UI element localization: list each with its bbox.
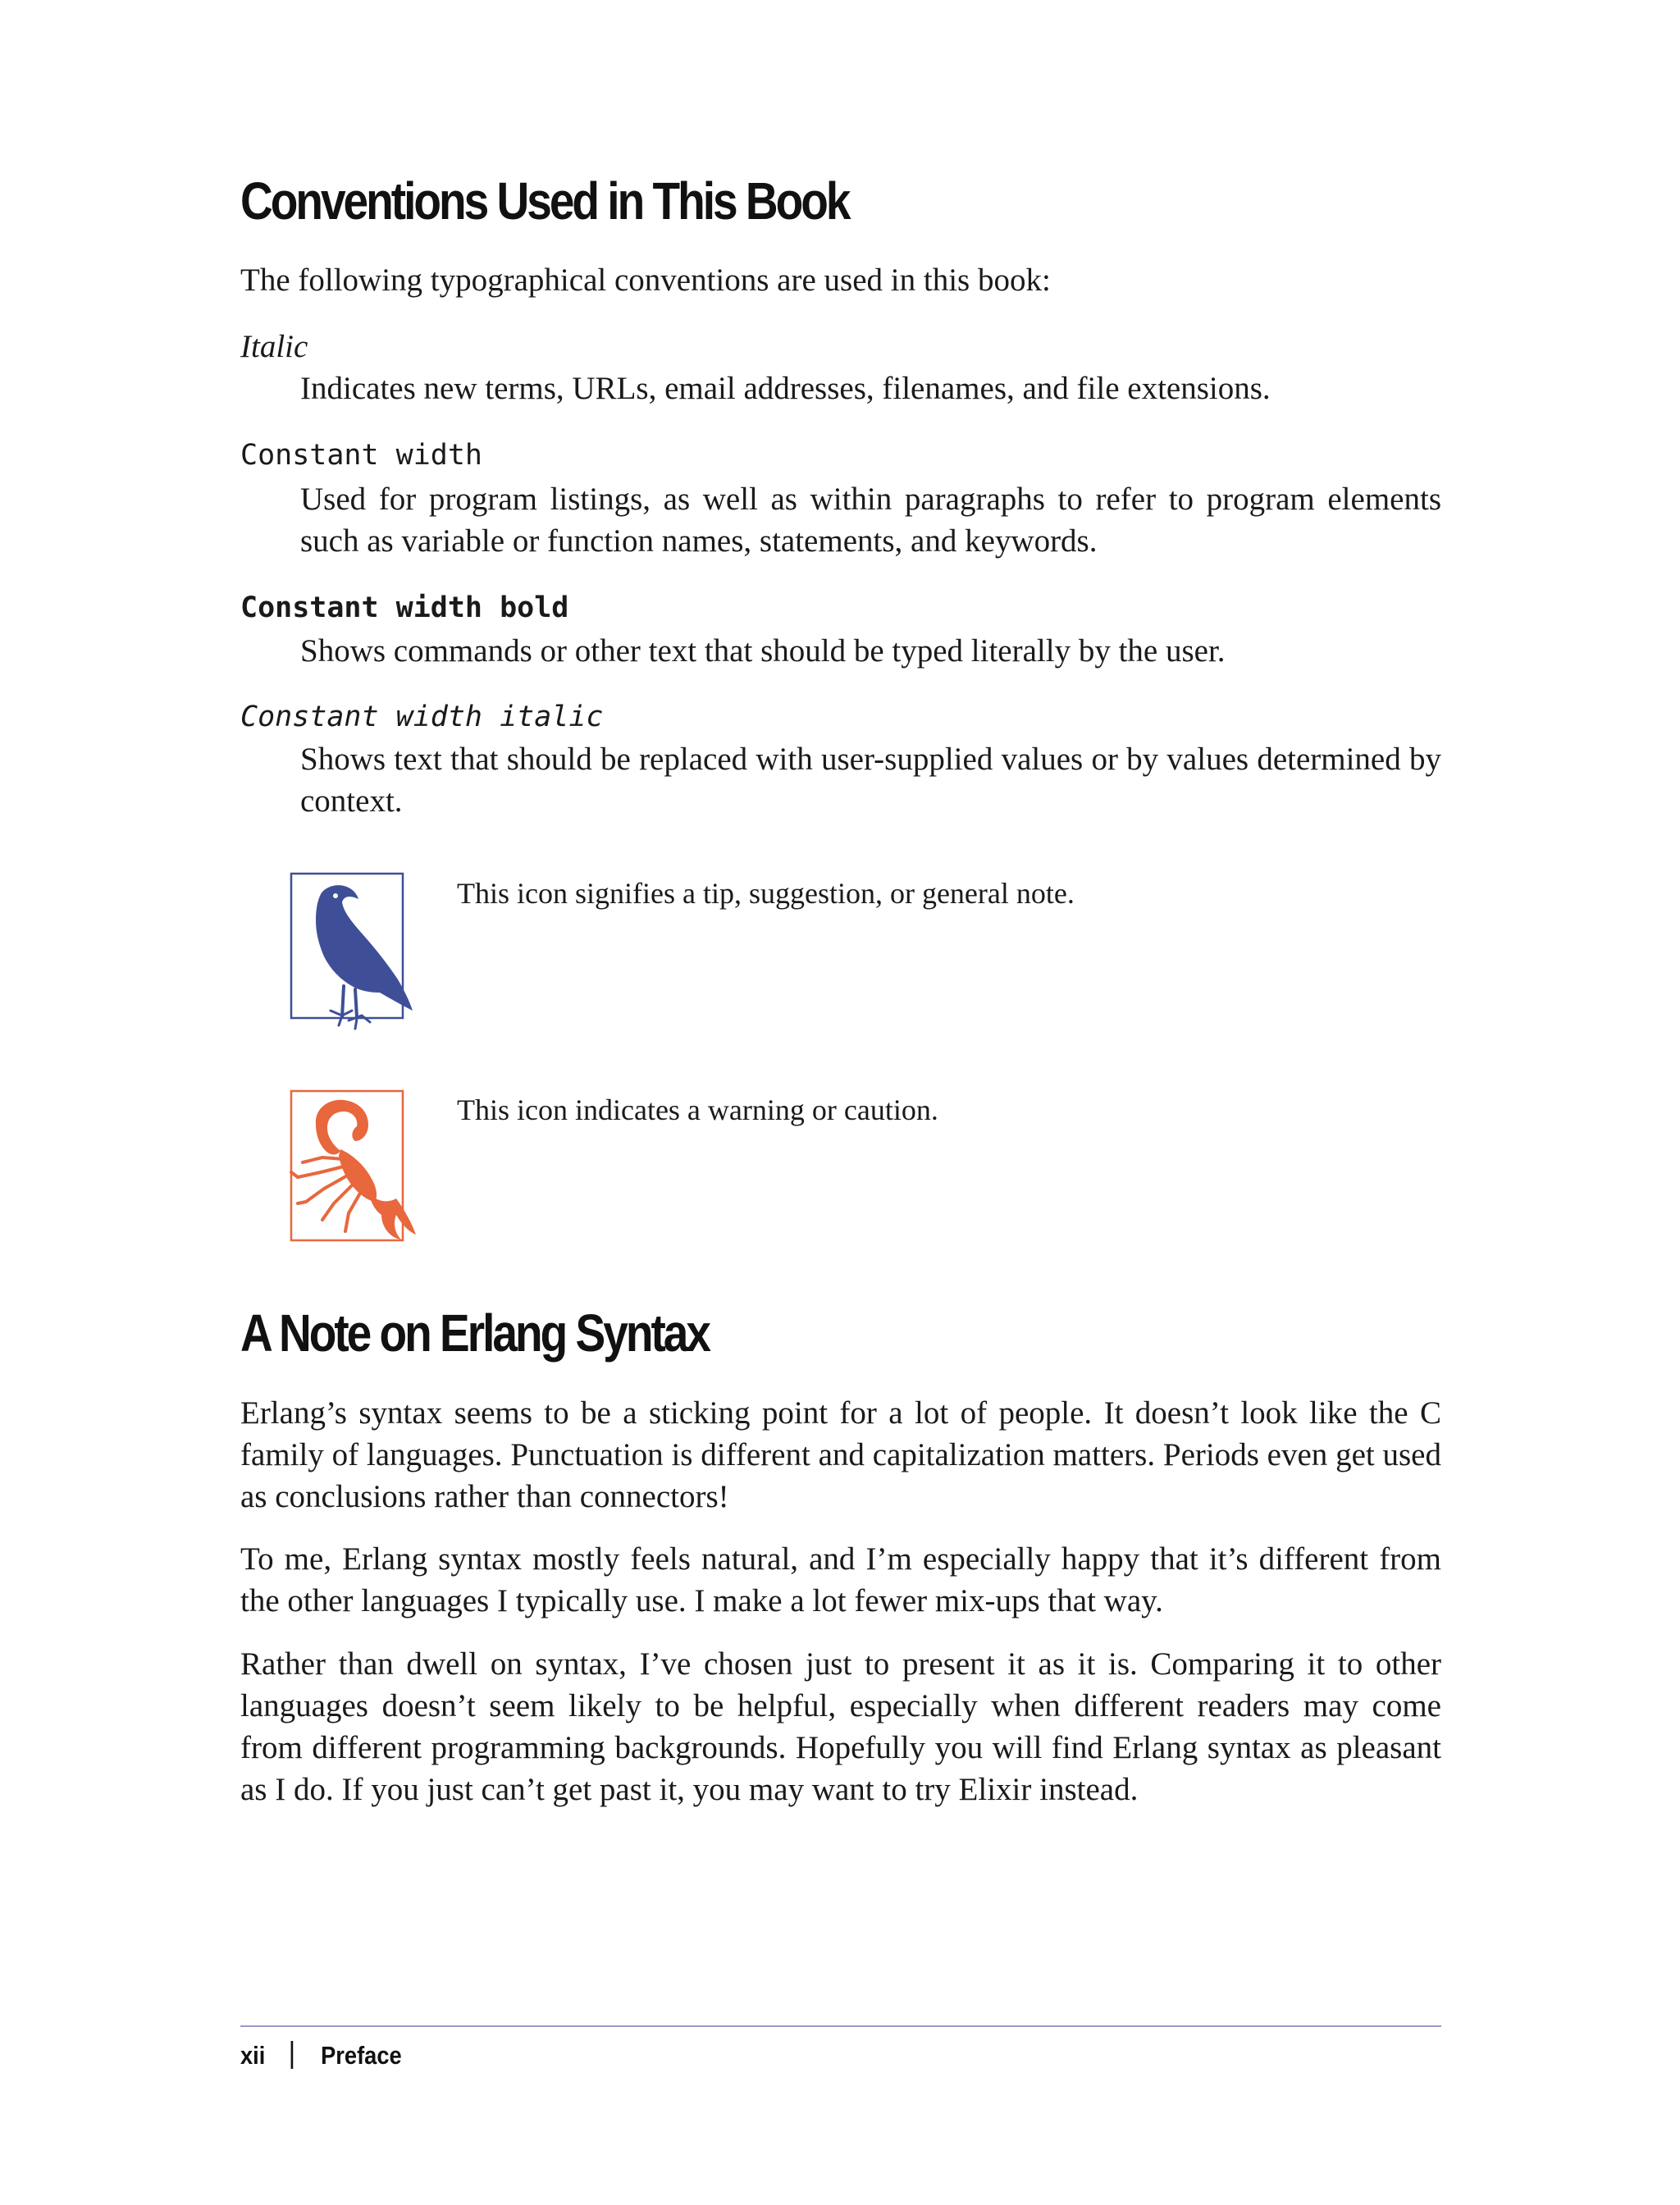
scorpion-warning-icon (273, 1087, 437, 1251)
conventions-intro: The following typographical conventions are used in this book: (240, 262, 1051, 298)
term-constant-width: Constant width (240, 439, 483, 472)
term-italic-description: Indicates new terms, URLs, email addresses, filenames, and file extensions. (300, 371, 1271, 406)
crow-tip-icon (273, 870, 437, 1034)
book-page (240, 0, 1441, 2205)
term-constant-width-italic: Constant width italic (240, 701, 604, 733)
term-italic: Italic (240, 329, 308, 364)
footer-rule (240, 2025, 1441, 2027)
paragraph: Erlang’s syntax seems to be a sticking point for a lot of people. It doesn’t look like the C family of languages. Punctuation is different and capitalization matters. Periods even get used as conclusions rather than connectors! (240, 1395, 1441, 1514)
page-footer (240, 2039, 402, 2072)
term-constant-width-bold: Constant width bold (240, 591, 569, 624)
section-heading-conventions: Conventions Used in This Book (240, 171, 849, 231)
term-constant-width-description: Used for program listings, as well as within paragraphs to refer to program elements such as variable or function names, statements, and keywords. (300, 482, 1441, 559)
footer-section-title: Preface (321, 2041, 402, 2070)
section-heading-erlang-syntax: A Note on Erlang Syntax (240, 1303, 709, 1363)
footer-separator (291, 2041, 294, 2069)
term-constant-width-italic-description: Shows text that should be replaced with user-supplied values or by values determined by context. (300, 742, 1441, 819)
warning-note-text: This icon indicates a warning or caution. (457, 1093, 938, 1126)
term-constant-width-bold-description: Shows commands or other text that should be typed literally by the user. (300, 633, 1226, 669)
paragraph: To me, Erlang syntax mostly feels natural, and I’m especially happy that it’s different from the other languages I typically use. I make a lot fewer mix-ups that way. (240, 1541, 1441, 1618)
tip-note-text: This icon signifies a tip, suggestion, or general note. (457, 877, 1075, 910)
page-number: xii (240, 2041, 266, 2070)
paragraph: Rather than dwell on syntax, I’ve chosen just to present it as it is. Comparing it to other languages doesn’t seem likely to be helpful, especially when different readers may come from different programming backgrounds. Hopefully you will find Erlang syntax as pleasant as I do. If you just can’t get past it, you may want to try Elixir instead. (240, 1646, 1441, 1807)
